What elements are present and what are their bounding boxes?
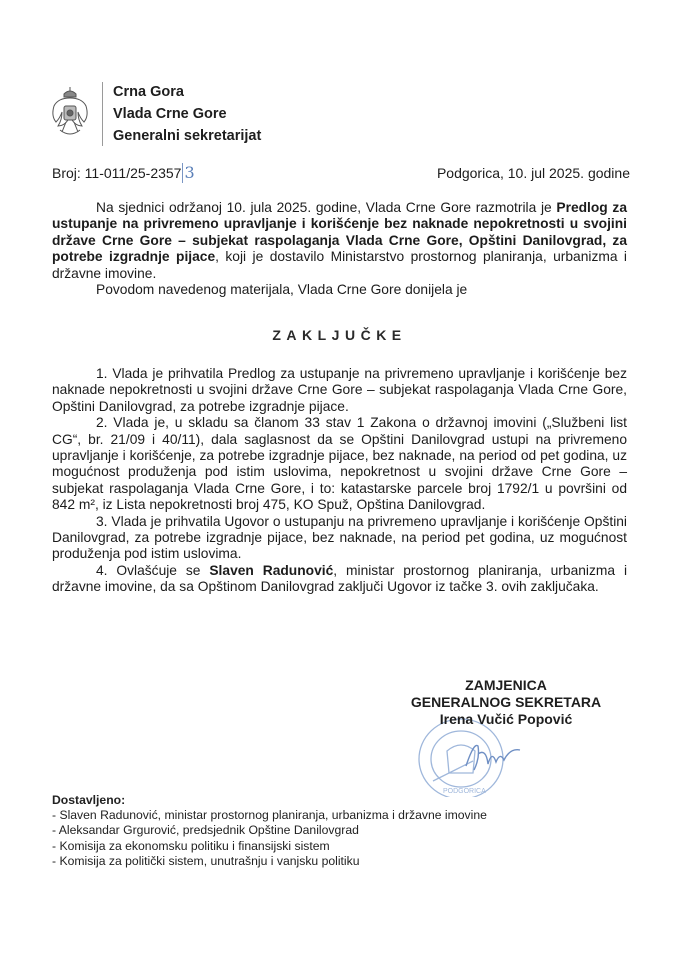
document-number: Broj: 11-011/25-2357: [52, 165, 182, 181]
distribution-list: [52, 793, 487, 869]
intro-section: [52, 200, 627, 298]
signature-block: [380, 677, 632, 728]
letterhead: [48, 82, 261, 146]
distribution-title: Dostavljeno:: [52, 793, 126, 807]
handwritten-signature: [460, 738, 530, 774]
signatory-title-2: GENERALNOG SEKRETARA: [410, 694, 602, 710]
montenegro-coat-of-arms-icon: [48, 86, 92, 142]
place-date: Podgorica, 10. jul 2025. godine: [436, 165, 630, 181]
conclusions-list: [52, 366, 627, 596]
header-divider: [102, 82, 103, 146]
minister-name: Slaven Radunović: [209, 562, 334, 578]
handwritten-mark: 3: [184, 163, 195, 182]
reference-line: [52, 165, 630, 183]
secretariat-name: Generalni sekretarijat: [113, 128, 262, 144]
intro-decision-line: Povodom navedenog materijala, Vlada Crne Gore donijela je: [96, 282, 468, 298]
intro-paragraph: Na sjednici održanoj 10. jula 2025. godine, Vlada Crne Gore razmotrila je Predlog za ustupanje na privremeno upravljanje i korišćenje bez naknade nepokretnosti u svojini države Crne Gore – subjekat raspolaganja Vlada Crne Gore, Opštini Danilovgrad, za potrebe izgradnje pijace, koji je dostavilo Ministarstvo prostornog planiranja, urbanizma i državne imovine.: [52, 200, 627, 281]
conclusion-2: 2. Vlada je, u skladu sa članom 33 stav 1 Zakona o državnoj imovini („Službeni list CG“, br. 21/09 i 40/11), dala saglasnost da se Opštini Danilovgrad ustupi na privremeno upravljanje i korišćenje, za potrebe izgradnje pijace, bez naknade, na period od pet godina, uz mogućnost produženja pod istim uslovima, nepokretnost u svojini države Crne Gore – subjekat raspolaganja Vlada Crne Gore, i to: katastarske parcele broj 1792/1 u površini od 842 m², iz Lista nepokretnosti broj 475, KO Spuž, Opština Danilovgrad.: [52, 415, 627, 513]
distribution-item: - Slaven Radunović, ministar prostornog planiranja, urbanizma i državne imovine: [52, 808, 487, 823]
country-name: Crna Gora: [113, 84, 184, 100]
signatory-title-1: ZAMJENICA: [465, 677, 547, 693]
svg-text:PODGORICA: PODGORICA: [443, 788, 486, 795]
conclusion-3: 3. Vlada je prihvatila Ugovor o ustupanju na privremeno upravljanje i korišćenje Opštini Danilovgrad, za potrebe izgradnje pijace, bez naknade, na period pet godina, uz mogućnost produženja pod istim uslovima.: [52, 513, 627, 562]
distribution-item: - Aleksandar Grgurović, predsjednik Opštine Danilovgrad: [52, 823, 359, 838]
distribution-item: - Komisija za ekonomsku politiku i finansijski sistem: [52, 838, 330, 853]
conclusions-heading: ZAKLJUČKE: [272, 327, 407, 343]
government-name: Vlada Crne Gore: [113, 106, 227, 122]
conclusion-4: 4. Ovlašćuje se Slaven Radunović, ministar prostornog planiranja, urbanizma i državne imovine, da sa Opštinom Danilovgrad zaključi Ugovor iz tačke 3. ovih zaključaka.: [52, 562, 628, 595]
distribution-item: - Komisija za politički sistem, unutrašnju i vanjsku politiku: [52, 853, 360, 868]
conclusion-1: 1. Vlada je prihvatila Predlog za ustupanje na privremeno upravljanje i korišćenje bez naknade nepokretnosti u svojini države Crne Gore – subjekat raspolaganja Vlada Crne Gore, Opštini Danilovgrad, za potrebe izgradnje pijace.: [52, 366, 627, 414]
signatory-name: Irena Vučić Popović: [439, 711, 573, 727]
proposal-title: Predlog za ustupanje na privremeno upravljanje i korišćenje bez naknade nepokretnosti u svojini države Crne Gore – subjekat raspolaganja Vlada Crne Gore, Opštini Danilovgrad, za potrebe izgradnje pijace: [52, 200, 627, 265]
